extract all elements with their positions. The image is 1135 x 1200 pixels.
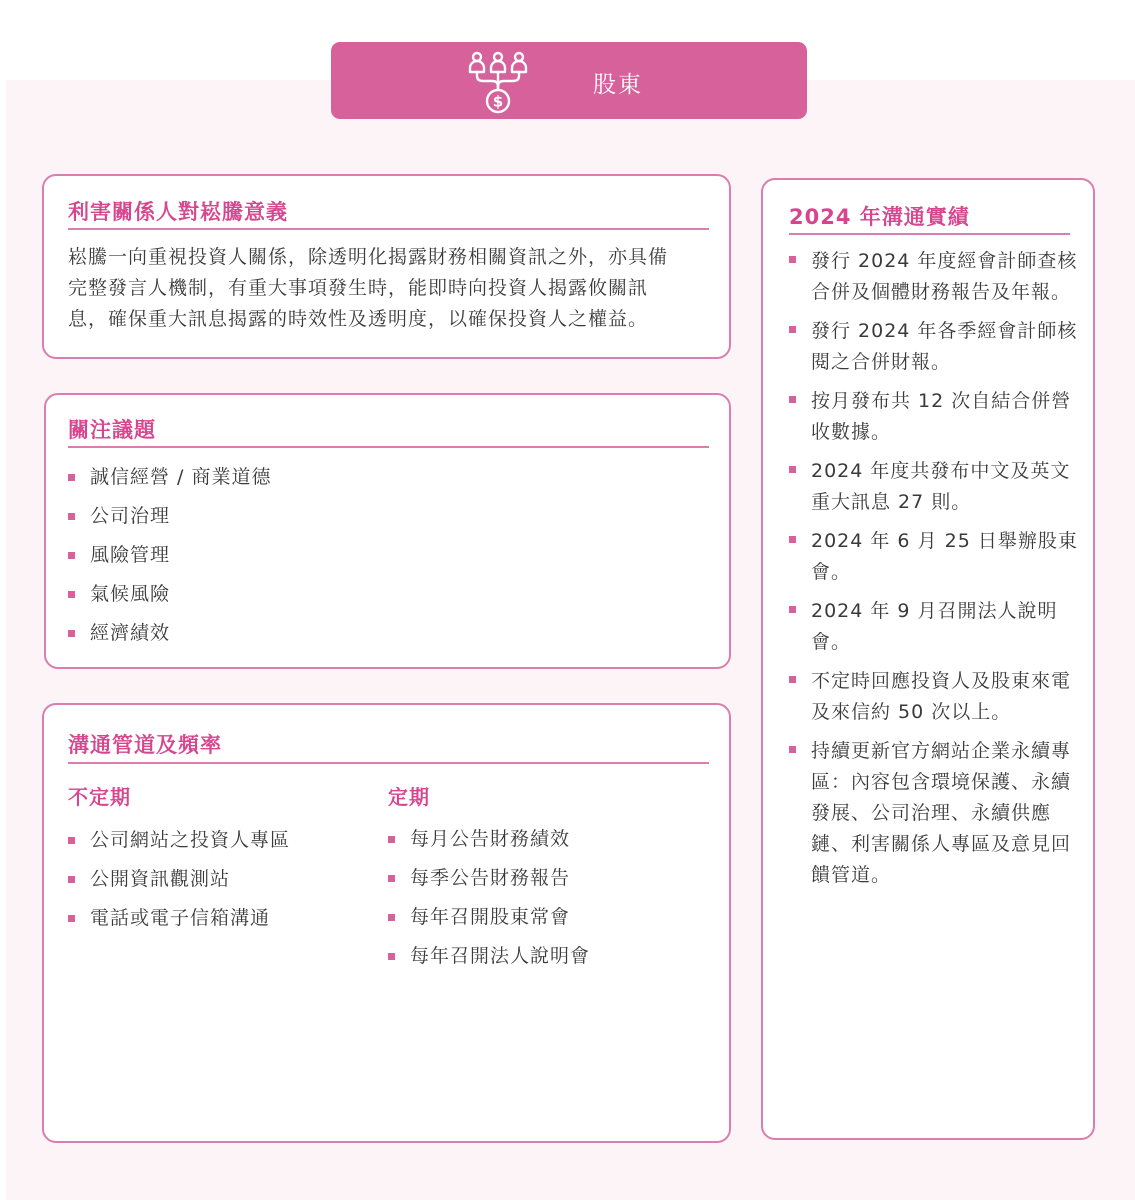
results-list — [789, 246, 1079, 899]
meaning-title: 利害關係人對崧騰意義 — [68, 200, 288, 224]
shareholders-dollar-icon — [465, 48, 531, 114]
list-item: 2024 年度共發布中文及英文 重大訊息 27 則。 — [789, 456, 1079, 518]
list-item: 經濟績效 — [68, 620, 688, 659]
list-item: 誠信經營 / 商業道德 — [68, 464, 688, 503]
channels-divider — [68, 762, 709, 764]
meaning-text: 崧騰一向重視投資人關係，除透明化揭露財務相關資訊之外，亦具備 完整發言人機制，有重大事項發生時，能即時向投資人揭露攸關訊 息，確保重大訊息揭露的時效性及透明度，以確保投資人之權益。 — [68, 246, 669, 330]
results-card — [761, 178, 1095, 1140]
regular-list — [388, 826, 688, 982]
results-divider — [789, 233, 1070, 235]
header-banner — [331, 42, 807, 119]
list-item: 持續更新官方網站企業永續專 區：內容包含環境保護、永續 發展、公司治理、永續供應 鏈、利害關係人專區及意見回 饋管道。 — [789, 736, 1079, 891]
svg-text:$: $ — [492, 92, 504, 111]
list-item: 發行 2024 年度經會計師查核 合併及個體財務報告及年報。 — [789, 246, 1079, 308]
list-item: 不定時回應投資人及股東來電 及來信約 50 次以上。 — [789, 666, 1079, 728]
list-item: 電話或電子信箱溝通 — [68, 905, 368, 944]
list-item: 按月發布共 12 次自結合併營 收數據。 — [789, 386, 1079, 448]
list-item: 公開資訊觀測站 — [68, 866, 368, 905]
header-title: 股東 — [593, 72, 643, 98]
meaning-divider — [68, 228, 709, 230]
focus-divider — [68, 446, 709, 448]
list-item: 2024 年 6 月 25 日舉辦股東 會。 — [789, 526, 1079, 588]
list-item: 2024 年 9 月召開法人說明 會。 — [789, 596, 1079, 658]
focus-title: 關注議題 — [68, 418, 156, 442]
list-item: 每年召開法人說明會 — [388, 943, 688, 982]
channels-title: 溝通管道及頻率 — [68, 733, 222, 757]
irregular-list — [68, 827, 368, 944]
list-item: 發行 2024 年各季經會計師核 閱之合併財報。 — [789, 316, 1079, 378]
list-item: 氣候風險 — [68, 581, 688, 620]
list-item: 公司治理 — [68, 503, 688, 542]
focus-list — [68, 464, 688, 659]
list-item: 每月公告財務績效 — [388, 826, 688, 865]
channels-card — [42, 703, 731, 1143]
list-item: 公司網站之投資人專區 — [68, 827, 368, 866]
list-item: 每年召開股東常會 — [388, 904, 688, 943]
results-title: 2024 年溝通實績 — [789, 205, 970, 229]
list-item: 風險管理 — [68, 542, 688, 581]
irregular-title: 不定期 — [68, 785, 131, 809]
list-item: 每季公告財務報告 — [388, 865, 688, 904]
focus-card — [44, 393, 731, 669]
meaning-card — [42, 174, 731, 359]
regular-title: 定期 — [388, 785, 430, 809]
